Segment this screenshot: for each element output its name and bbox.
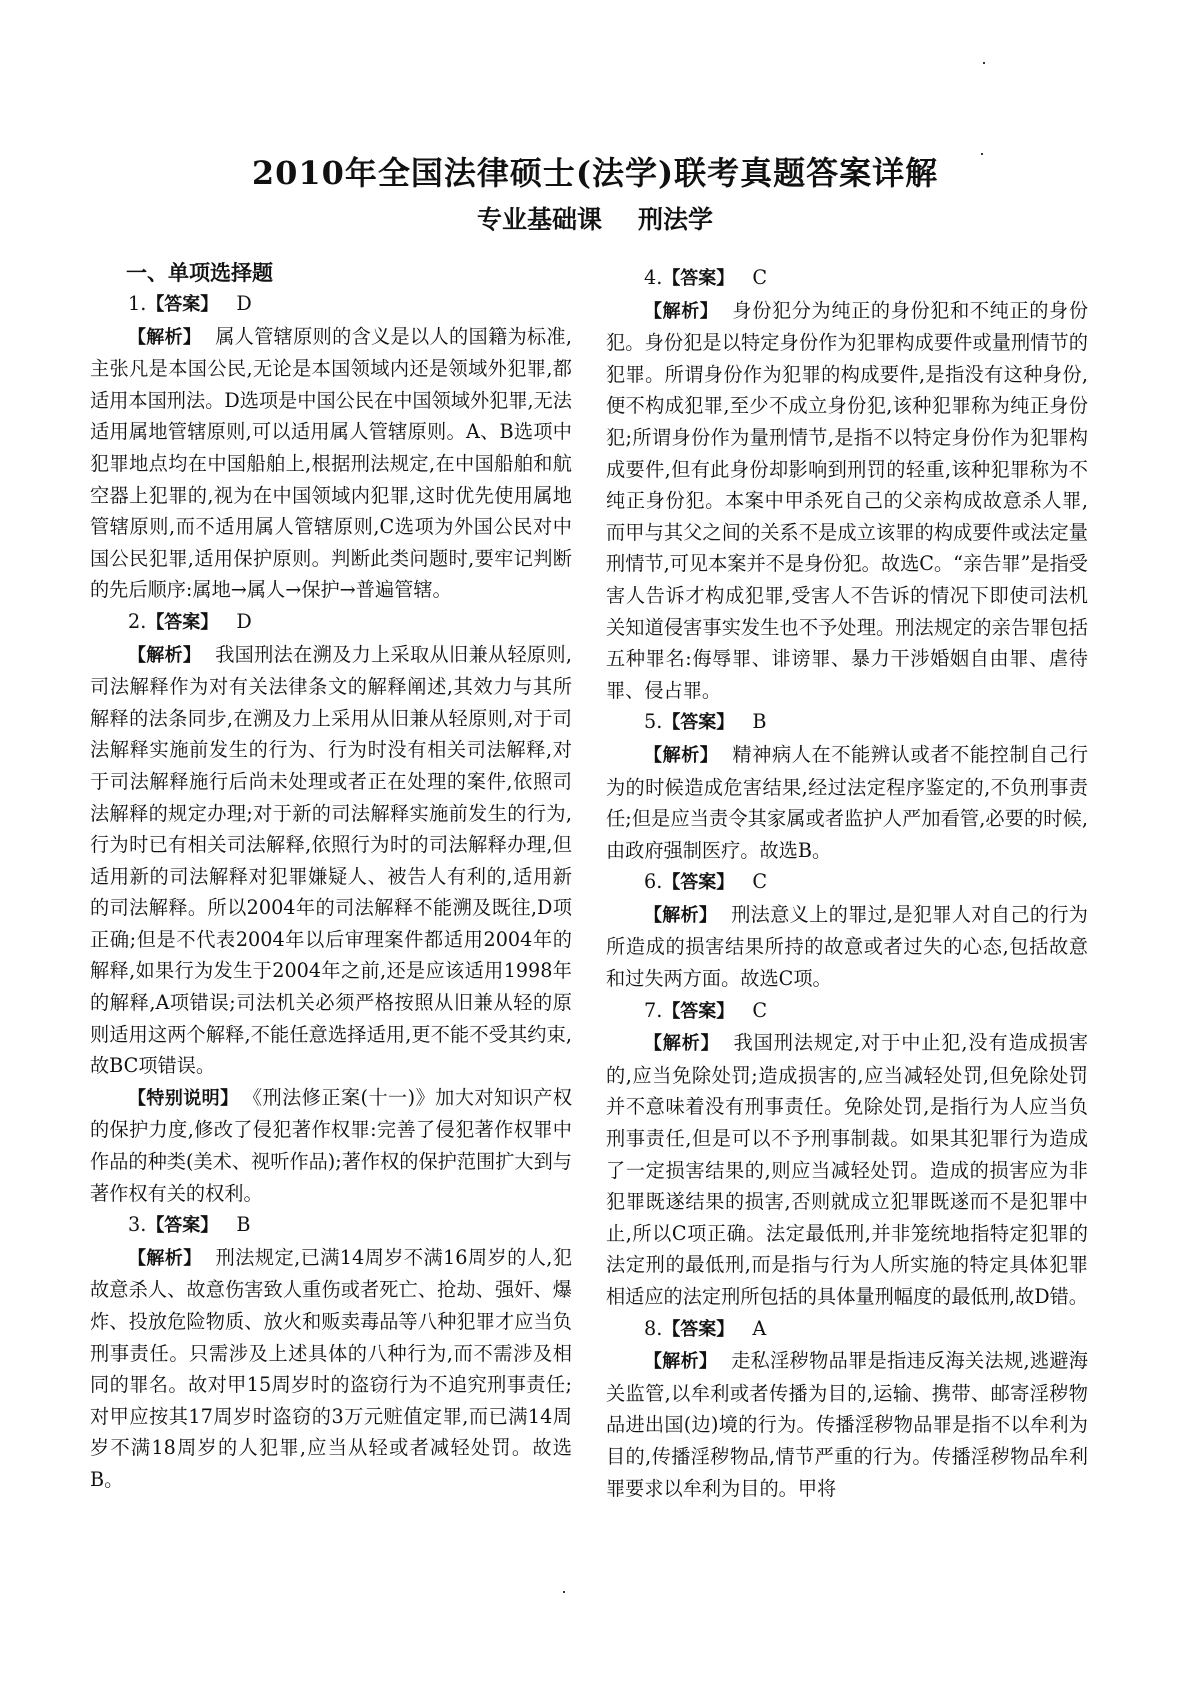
analysis-tag: 【解析】 <box>128 644 202 666</box>
question-2-answer <box>128 606 572 639</box>
analysis-text: 我国刑法规定,对于中止犯,没有造成损害的,应当免除处罚;造成损害的,应当减轻处罚,但免除处罚并不意味着没有刑事责任。免除处罚,是指行为人应当负刑事责任,但是可以不予刑事制裁。如果其犯罪行为造成了一定损害结果的,则应当减轻处罚。造成的损害应为非犯罪既遂结果的损害,否则就成立犯罪既遂而不是犯罪中止,所以C项正确。法定最低刑,并非笼统地指特定犯罪的法定刑的最低刑,而是指与行为人所实施的特定具体犯罪相适应的法定刑所包括的具体量刑幅度的最低刑,故D错。 <box>606 1031 1089 1308</box>
answer-value: D <box>236 609 252 633</box>
question-1-analysis <box>90 321 572 606</box>
analysis-text: 我国刑法在溯及力上采取从旧兼从轻原则,司法解释作为对有关法律条文的解释阐述,其效力与其所解释的法条同步,在溯及力上采用从旧兼从轻原则,对于司法解释实施前发生的行为、行为时没有相关司法解释,对于司法解释施行后尚未处理或者正在处理的案件,依照司法解释的规定办理;对于新的司法解释实施前发生的行为,行为时已有相关司法解释,依照行为时的司法解释办理,但适用新的司法解释对犯罪嫌疑人、被告人有利的,适用新的司法解释。所以2004年的司法解释不能溯及既往,D项正确;但是不代表2004年以后审理案件都适用2004年的解释,如果行为发生于2004年之前,还是应该适用1998年的解释,A项错误;司法机关必须严格按照从旧兼从轻的原则适用这两个解释,不能任意选择适用,更不能不受其约束,故BC项错误。 <box>90 642 572 1078</box>
question-3-answer <box>128 1209 572 1242</box>
subtitle-subject: 刑法学 <box>638 205 714 234</box>
analysis-tag: 【解析】 <box>644 1351 718 1373</box>
answer-tag: 【答案】 <box>662 1318 735 1340</box>
question-1-answer <box>128 288 572 321</box>
question-5-analysis <box>606 739 1088 866</box>
question-number: 2. <box>128 609 147 633</box>
analysis-text: 刑法意义上的罪过,是犯罪人对自己的行为所造成的损害结果所持的故意或者过失的心态,包括故意和过失两方面。故选C项。 <box>606 902 1088 991</box>
right-column <box>606 262 1088 1504</box>
question-number: 6. <box>644 870 663 894</box>
analysis-tag: 【解析】 <box>644 904 718 926</box>
section-heading: 一、单项选择题 <box>126 261 273 285</box>
analysis-text: 属人管辖原则的含义是以人的国籍为标准,主张凡是本国公民,无论是本国领域内还是领域外犯罪,都适用本国刑法。D选项是中国公民在中国领域外犯罪,无法适用属地管辖原则,可以适用属人管辖原则。A、B选项中犯罪地点均在中国船舶上,根据刑法规定,在中国船舶和航空器上犯罪的,视为在中国领域内犯罪,这时优先使用属地管辖原则,而不适用属人管辖原则,C选项为外国公民对中国公民犯罪,适用保护原则。判断此类问题时,要牢记判断的先后顺序:属地→属人→保护→普遍管辖。 <box>90 324 572 602</box>
question-2-analysis <box>90 639 572 1082</box>
scan-speck <box>981 153 983 155</box>
question-8-answer <box>644 1313 1088 1346</box>
question-7-answer <box>644 995 1088 1028</box>
page-title: 2010年全国法律硕士(法学)联考真题答案详解 <box>251 154 939 192</box>
analysis-text: 精神病人在不能辨认或者不能控制自己行为的时候造成危害结果,经过法定程序鉴定的,不负刑事责任;但是应当责令其家属或者监护人严加看管,必要的时候,由政府强制医疗。故选B。 <box>606 742 1089 862</box>
analysis-text: 走私淫秽物品罪是指违反海关法规,逃避海关监管,以牟利或者传播为目的,运输、携带、邮寄淫秽物品进出国(边)境的行为。传播淫秽物品罪是指不以牟利为目的,传播淫秽物品,情节严重的行为。传播淫秽物品牟利罪要求以牟利为目的。甲将 <box>606 1349 1088 1500</box>
question-number: 8. <box>644 1316 663 1340</box>
answer-tag: 【答案】 <box>662 872 735 894</box>
question-number: 7. <box>644 998 663 1022</box>
question-4-answer <box>644 262 1088 295</box>
question-5-answer <box>644 706 1088 739</box>
analysis-tag: 【解析】 <box>644 744 719 766</box>
subtitle-course: 专业基础课 <box>476 205 602 234</box>
analysis-text: 身份犯分为纯正的身份犯和不纯正的身份犯。身份犯是以特定身份作为犯罪构成要件或量刑情节的犯罪。所谓身份作为犯罪的构成要件,是指没有这种身份,便不构成犯罪,至少不成立身份犯,该种犯罪称为纯正身份犯;所谓身份作为量刑情节,是指不以特定身份作为犯罪构成要件,但有此身份却影响到刑罚的轻重,该种犯罪称为不纯正身份犯。本案中甲杀死自己的父亲构成故意杀人罪,而甲与其父之间的关系不是成立该罪的构成要件或法定量刑情节,可见本案并不是身份犯。故选C。“亲告罪”是指受害人告诉才构成犯罪,受害人不告诉的情况下即使司法机关知道侵害事实发生也不予处理。刑法规定的亲告罪包括五种罪名:侮辱罪、诽谤罪、暴力干涉婚姻自由罪、虐待罪、侵占罪。 <box>606 298 1089 702</box>
analysis-tag: 【解析】 <box>128 326 202 348</box>
special-note-text: 《刑法修正案(十一)》加大对知识产权的保护力度,修改了侵犯著作权罪:完善了侵犯著作权罪中作品的种类(美术、视听作品);著作权的保护范围扩大到与著作权有关的权利。 <box>90 1085 573 1205</box>
question-8-analysis <box>606 1345 1088 1504</box>
answer-tag: 【答案】 <box>662 712 735 734</box>
page-subtitle <box>0 200 1190 236</box>
answer-tag: 【答案】 <box>662 268 735 289</box>
answer-value: D <box>236 292 252 315</box>
answer-value: A <box>752 1316 767 1340</box>
question-number: 4. <box>644 266 663 289</box>
answer-value: B <box>752 710 767 734</box>
answer-tag: 【答案】 <box>146 294 219 315</box>
answer-value: C <box>752 998 767 1022</box>
analysis-tag: 【解析】 <box>644 1033 720 1055</box>
answer-tag: 【答案】 <box>146 1215 219 1237</box>
answer-value: C <box>752 266 767 289</box>
answer-value: C <box>752 870 767 894</box>
special-note-tag: 【特别说明】 <box>128 1087 239 1109</box>
answer-tag: 【答案】 <box>146 611 219 633</box>
answer-value: B <box>236 1213 251 1237</box>
question-number: 3. <box>128 1213 147 1237</box>
left-column <box>90 258 572 1496</box>
question-7-analysis <box>606 1027 1088 1312</box>
question-4-analysis <box>606 295 1088 707</box>
question-6-answer <box>644 866 1088 899</box>
question-number: 5. <box>644 710 663 734</box>
analysis-text: 刑法规定,已满14周岁不满16周岁的人,犯故意杀人、故意伤害致人重伤或者死亡、抢劫、强奸、爆炸、投放危险物质、放火和贩卖毒品等八种犯罪才应当负刑事责任。只需涉及上述具体的八种行为,而不需涉及相同的罪名。故对甲15周岁时的盗窃行为不追究刑事责任;对甲应按其17周岁时盗窃的3万元赃值定罪,而已满14周岁不满18周岁的人犯罪,应当从轻或者减轻处罚。故选B。 <box>90 1245 573 1491</box>
analysis-tag: 【解析】 <box>644 300 719 322</box>
answer-tag: 【答案】 <box>662 1000 735 1022</box>
question-2-special-note <box>90 1082 572 1209</box>
scan-speck <box>563 1591 565 1593</box>
question-number: 1. <box>128 292 147 315</box>
question-3-analysis <box>90 1242 572 1496</box>
scan-speck <box>983 62 985 64</box>
analysis-tag: 【解析】 <box>128 1247 202 1269</box>
question-6-analysis <box>606 899 1088 995</box>
